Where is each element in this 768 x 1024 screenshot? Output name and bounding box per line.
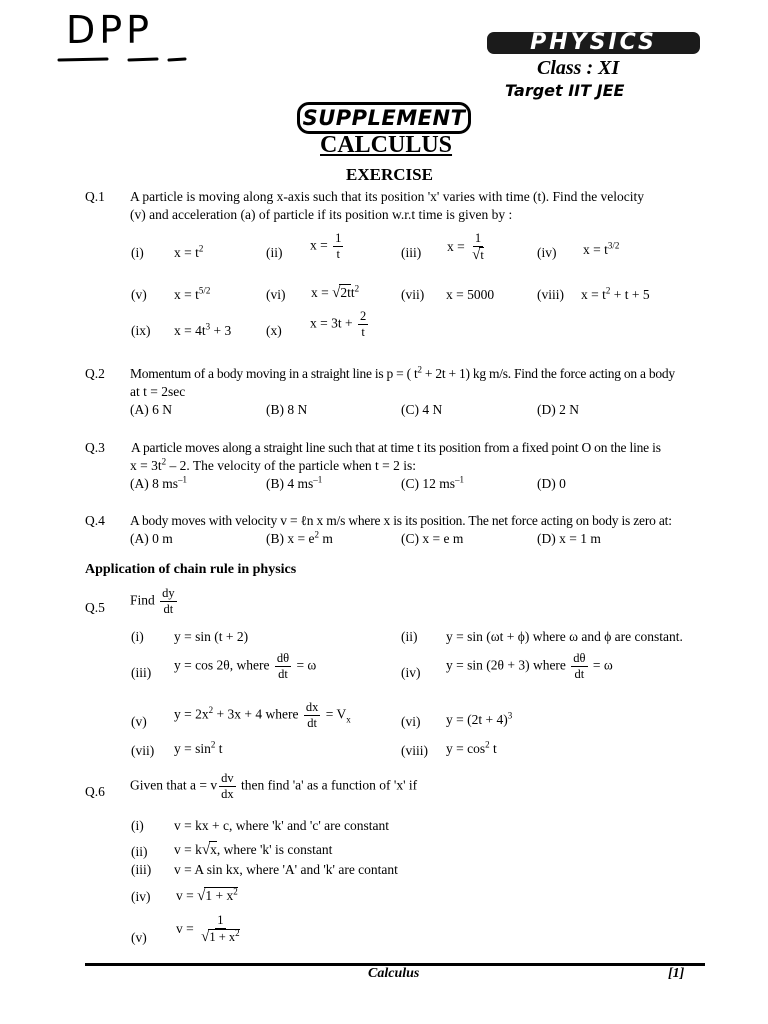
q5-label-iii: (iii) (131, 665, 152, 680)
q4-number: Q.4 (85, 513, 105, 528)
q1-label-iv: (iv) (537, 245, 557, 260)
q5-expr-iv: y = sin (2θ + 3) where $\frac{d\theta}{dt}$ = ω (446, 651, 613, 682)
q5-expr-viii: $y = \cos^2 t$ (446, 739, 497, 756)
q1-label-x: (x) (266, 323, 282, 338)
q1-expr-iv: $x = t^{3/2}$ (583, 240, 620, 257)
q6-label-i: (i) (131, 818, 144, 833)
q2-option-d: (D) 2 N (537, 402, 579, 417)
q1-expr-vii: x = 5000 (446, 287, 495, 302)
q1-label-iii: (iii) (401, 245, 422, 260)
q3-option-c: (C) 12 $ms^{-1}$ (401, 474, 464, 491)
q1-expr-v: $x = t^{5/2}$ (174, 285, 211, 302)
q3-number: Q.3 (85, 440, 105, 455)
page-number: [1] (668, 966, 685, 981)
q1-number: Q.1 (85, 189, 105, 204)
q3-option-a: (A) 8 $ms^{-1}$ (130, 474, 187, 491)
q1-expr-iii: x = $\frac{1}{√t}$ (447, 231, 484, 264)
q6-number: Q.6 (85, 784, 105, 799)
q5-expr-i: y = sin (t + 2) (174, 629, 249, 644)
q5-label-viii: (viii) (401, 743, 428, 758)
class-label: Class : XI (537, 57, 620, 79)
q3-text-line1: A particle moves along a straight line such that at time t its position from a fixed point O on the line is (131, 440, 661, 455)
chain-rule-heading: Application of chain rule in physics (85, 562, 297, 577)
q1-text-line2: (v) and acceleration (a) of particle if its position w.r.t time is given by : (130, 207, 513, 222)
q5-label-ii: (ii) (401, 629, 418, 644)
q4-option-b: (B) $x = e^2$ m (266, 529, 333, 546)
q5-label-i: (i) (131, 629, 144, 644)
q2-number: Q.2 (85, 366, 105, 381)
q3-option-d: (D) 0 (537, 476, 566, 491)
q2-option-a: (A) 6 N (130, 402, 172, 417)
q5-label-vi: (vi) (401, 714, 421, 729)
topic-title: CALCULUS (320, 132, 453, 158)
q1-label-vii: (vii) (401, 287, 425, 302)
q6-label-v: (v) (131, 930, 147, 945)
q5-expr-v: $y = 2x^2 + 3x + 4$ where $\frac{dx}{dt}$ = $V_x$ (174, 700, 351, 731)
q1-label-ix: (ix) (131, 323, 151, 338)
q5-find: Find $\frac{dy}{dt}$ (130, 586, 175, 617)
q4-option-d: (D) x = 1 m (537, 531, 601, 546)
q4-option-c: (C) x = e m (401, 531, 464, 546)
subject-badge: PHYSICS (487, 32, 700, 54)
q1-expr-i: $x = t^2$ (174, 243, 204, 260)
q3-text-line2: $x = 3t^2 - 2$. The velocity of the particle when t = 2 is: (130, 456, 417, 473)
q2-option-c: (C) 4 N (401, 402, 443, 417)
q6-given: Given that a = v $\frac{dv}{dx}$ then find 'a' as a function of 'x' if (130, 771, 418, 802)
q4-option-a: (A) 0 m (130, 531, 173, 546)
q5-number: Q.5 (85, 600, 105, 615)
q1-expr-vi: $x = √2tt^2$ (311, 283, 360, 301)
section-title: EXERCISE (346, 165, 433, 184)
q1-label-viii: (viii) (537, 287, 564, 302)
q2-option-b: (B) 8 N (266, 402, 308, 417)
supplement-badge: SUPPLEMENT (297, 102, 471, 134)
q4-text: A body moves with velocity v = ℓn x m/s where x is its position. The net force acting on body is zero at: (130, 513, 672, 528)
q5-expr-iii: y = cos 2θ, where $\frac{d\theta}{dt}$ = ω (174, 651, 317, 682)
q2-text-line1: Momentum of a body moving in a straight line is p = ( $t^2 + 2t + 1$) kg m/s. Find the force acting on a body (130, 364, 675, 381)
q2-text-line2: at t = 2sec (130, 384, 186, 399)
target-label: Target IIT JEE (505, 81, 625, 100)
q6-expr-i: v = kx + c, where 'k' and 'c' are constant (174, 818, 390, 833)
q5-label-iv: (iv) (401, 665, 421, 680)
q5-label-vii: (vii) (131, 743, 155, 758)
q6-expr-iii: v = A sin kx, where 'A' and 'k' are contant (174, 862, 398, 877)
q6-expr-iv: $v = √1 + x^2$ (176, 886, 238, 904)
q6-label-ii: (ii) (131, 844, 148, 859)
q3-option-b: (B) 4 $ms^{-1}$ (266, 474, 323, 491)
q1-expr-ix: $x = 4t^3 + 3$ (174, 321, 232, 338)
q1-label-i: (i) (131, 245, 144, 260)
q6-expr-ii: v = k√x, where 'k' is constant (174, 842, 333, 858)
q1-expr-ii: x = $\frac{1}{t}$ (310, 231, 342, 262)
q1-label-vi: (vi) (266, 287, 286, 302)
q1-label-v: (v) (131, 287, 147, 302)
dpp-underline (55, 52, 195, 66)
q1-text-line1: A particle is moving along x-axis such that its position 'x' varies with time (t). Find the velocity (130, 189, 645, 204)
q5-label-v: (v) (131, 714, 147, 729)
q6-expr-v: v = $\frac{1}{√1 + x^2}$ (176, 913, 240, 946)
q1-expr-viii: $x = t^2 + t + 5$ (581, 285, 650, 302)
q5-expr-ii: y = sin (ωt + ϕ) where ω and ϕ are constant. (446, 629, 683, 644)
q1-expr-x: x = 3t + $\frac{2}{t}$ (310, 309, 367, 340)
q1-label-ii: (ii) (266, 245, 283, 260)
q6-label-iii: (iii) (131, 862, 152, 877)
footer-title: Calculus (368, 966, 420, 981)
dpp-logo: DPP (66, 8, 154, 52)
q5-expr-vi: $y = (2t + 4)^3$ (446, 710, 513, 727)
q6-label-iv: (iv) (131, 889, 151, 904)
q5-expr-vii: $y = \sin^2 t$ (174, 739, 223, 756)
